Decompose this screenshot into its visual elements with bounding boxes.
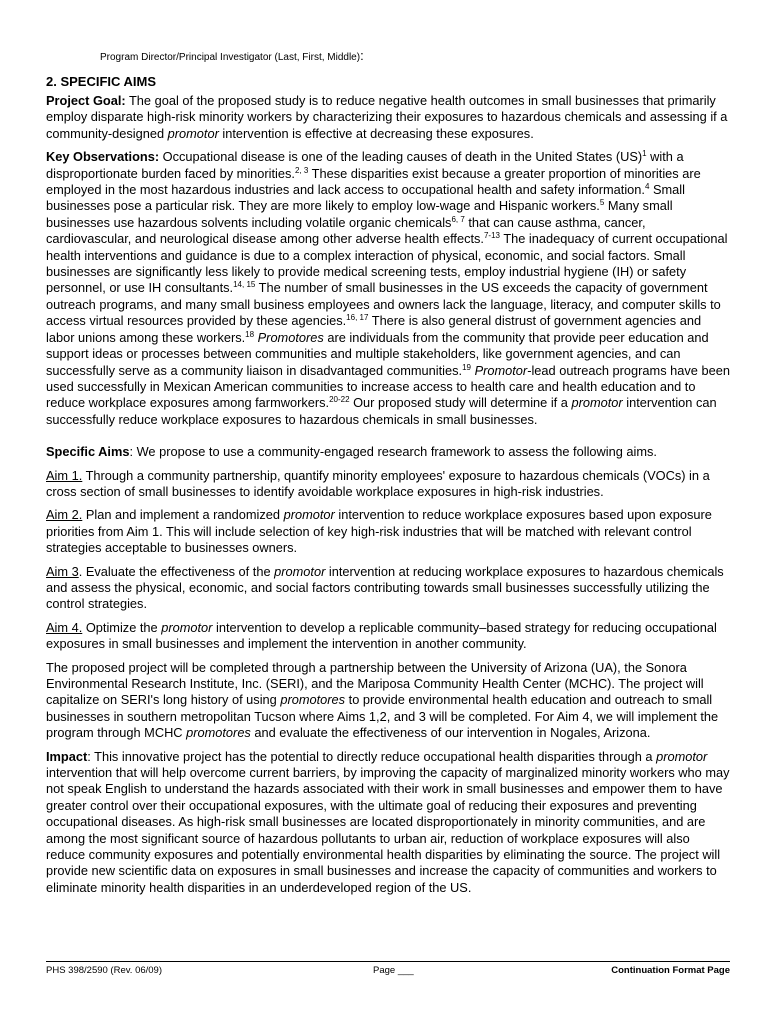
citation: 14, 15: [233, 280, 256, 290]
text: . Evaluate the effectiveness of the: [78, 563, 275, 579]
page-number: Page ___: [373, 965, 414, 976]
pi-colon: :: [360, 48, 364, 63]
section-title: 2. SPECIFIC AIMS: [46, 74, 157, 89]
pi-label: Program Director/Principal Investigator (Last, First, Middle): [100, 52, 361, 63]
text: that can cause asthma, cancer, cardiovascular, and neurological disease among other adverse health effects.: [46, 214, 646, 247]
citation: 2, 3: [294, 165, 309, 175]
text: and evaluate the effectiveness of our intervention in Nogales, Arizona.: [250, 725, 651, 741]
aim-1-paragraph: [46, 468, 730, 501]
text: Occupational disease is one of the leading causes of death in the United States (US): [159, 149, 643, 165]
citation: 16, 17: [346, 313, 369, 323]
text: There is also general distrust of government agencies and labor unions among these workers.: [46, 313, 702, 345]
text: Small businesses pose a particular risk. They are more likely to employ low-wage and Hispanic workers.: [46, 182, 685, 214]
italic-term: Promotores: [257, 329, 324, 345]
citation: 20-22: [329, 395, 350, 405]
text: intervention can successfully reduce workplace exposures to hazardous chemicals in small businesses.: [46, 395, 717, 427]
impact-label: Impact: [46, 748, 88, 764]
text: -lead outreach programs have been used successfully in Mexican American communities to increase access to health care and health education and to reduce workplace exposures among farmworkers.: [46, 362, 730, 411]
aim-3-label: Aim 3: [46, 563, 79, 579]
text: The inadequacy of current occupational health interventions and guidance is due to a complex interaction of physical, economic, and social factors. Small businesses are significantly less likely to provide medical screening tests, employ industrial hygiene (IH) or safety personnel, or use IH consultants.: [46, 231, 728, 296]
key-observations-label: Key Observations:: [46, 149, 160, 165]
italic-term: promotor: [656, 748, 708, 764]
text: : We propose to use a community-engaged research framework to assess the following aims.: [129, 444, 657, 460]
citation: 1: [642, 149, 647, 159]
specific-aims-label: Specific Aims: [46, 444, 130, 460]
project-goal-paragraph: [46, 93, 730, 142]
footer-divider: [46, 961, 730, 962]
text: intervention to reduce workplace exposures based upon exposure priorities from Aim 1. This will include selection of key high-risk industries that will be matched with relevant control strategies acceptable to businesses owners.: [46, 507, 712, 556]
aim-1-label: Aim 1.: [46, 467, 83, 483]
text: These disparities exist because a greater proportion of minorities are employed in the most hazardous industries and lack access to occupational health and safety information.: [46, 165, 701, 198]
citation: 5: [599, 198, 605, 208]
citation: 18: [245, 329, 255, 339]
text: Our proposed study will determine if a: [349, 395, 572, 411]
project-goal-label: Project Goal:: [46, 93, 126, 108]
text: intervention at reducing workplace exposures to hazardous chemicals and assess the physical, economic, and social factors contributing towards small businesses successfully utilizing the control strategies.: [46, 563, 724, 612]
text: Many small businesses use hazardous solvents including volatile organic chemicals: [46, 198, 673, 230]
text: : This innovative project has the potential to directly reduce occupational health disparities through a: [87, 748, 657, 764]
text: are individuals from the community that provide peer education and support ideas or processes between communities and multiple stakeholders, like government agencies, and can successfully serve as a community liaison in disadvantaged communities.: [46, 329, 709, 378]
text: Optimize the: [82, 619, 162, 635]
text: Through a community partnership, quantify minority employees' exposure to hazardous chemicals (VOCs) in a cross section of small businesses to identify avoidable workplace exposures in high-risk industries.: [46, 467, 710, 499]
aim-3-paragraph: [46, 564, 730, 613]
page-header: [100, 50, 364, 64]
italic-term: promotor: [274, 563, 326, 579]
text: with a disproportionate burden faced by minorities.: [46, 149, 684, 181]
text: The proposed project will be completed through a partnership between the University of Arizona (UA), the Sonora Environmental Research Institute, Inc. (SERI), and the Mariposa Community Health Center (MCHC). The project will capitalize on SERI's long history of using: [46, 659, 704, 708]
continuation-format-label: Continuation Format Page: [611, 965, 730, 976]
italic-term: Promotor: [474, 362, 528, 378]
italic-term: promotor: [571, 395, 623, 411]
aim-4-paragraph: [46, 620, 730, 653]
citation: 7-13: [483, 231, 500, 241]
citation: 19: [462, 362, 471, 372]
text: Plan and implement a randomized: [82, 507, 284, 523]
document-body: [46, 74, 730, 903]
aim-2-label: Aim 2.: [46, 507, 83, 523]
text: intervention is effective at decreasing these exposures.: [218, 125, 534, 141]
partnership-paragraph: [46, 660, 730, 742]
italic-term: promotor: [283, 507, 335, 523]
text: The number of small businesses in the US exceeds the capacity of government outreach programs, and many small business employees and owners lack the language, literacy, and computer skills to access virtual resources provided by these agencies.: [46, 280, 721, 329]
specific-aims-paragraph: [46, 444, 730, 460]
aim-2-paragraph: [46, 507, 730, 556]
citation: 6, 7: [451, 214, 465, 224]
italic-term: promotores: [280, 692, 346, 708]
text: to provide environmental health education and outreach to small businesses in southern metropolitan Tucson where Aims 1,2, and 3 will be completed. For Aim 4, we will implement the program through MCHC: [46, 692, 719, 741]
key-observations-paragraph: [46, 149, 730, 428]
italic-term: promotores: [186, 725, 251, 741]
impact-paragraph: [46, 749, 730, 897]
italic-term: promotor: [167, 125, 219, 141]
citation: 4: [644, 182, 650, 192]
aim-4-label: Aim 4.: [46, 619, 83, 635]
text: intervention that will help overcome current barriers, by improving the capacity of marginalized minority workers who may not speak English to understand the hazards associated with their work in small businesses and empower them to have greater control over their occupational exposures, with the ultimate goal of reducing their exposures and preventing occupational diseases. As high-risk small businesses are located disproportionately in minority communities, and are among the most significant source of hazardous pollutants to urban air, reduction of workplace exposures will also reduce community exposures and potentially environmental health disparities by eliminating the source. The project will provide new scientific data on exposures in small businesses and increase the capacity of communities and workers to eliminate minority health disparities in an underdeveloped region of the US.: [46, 765, 730, 895]
text: intervention to develop a replicable community–based strategy for reducing occupational exposures in small businesses and implement the intervention in another community.: [46, 619, 717, 652]
form-number: PHS 398/2590 (Rev. 06/09): [46, 965, 163, 976]
italic-term: promotor: [161, 619, 213, 635]
text: The goal of the proposed study is to reduce negative health outcomes in small businesses that primarily employ disparate high-risk minority workers by characterizing their exposures to hazardous chemicals and assessing if a community-designed: [46, 93, 728, 141]
